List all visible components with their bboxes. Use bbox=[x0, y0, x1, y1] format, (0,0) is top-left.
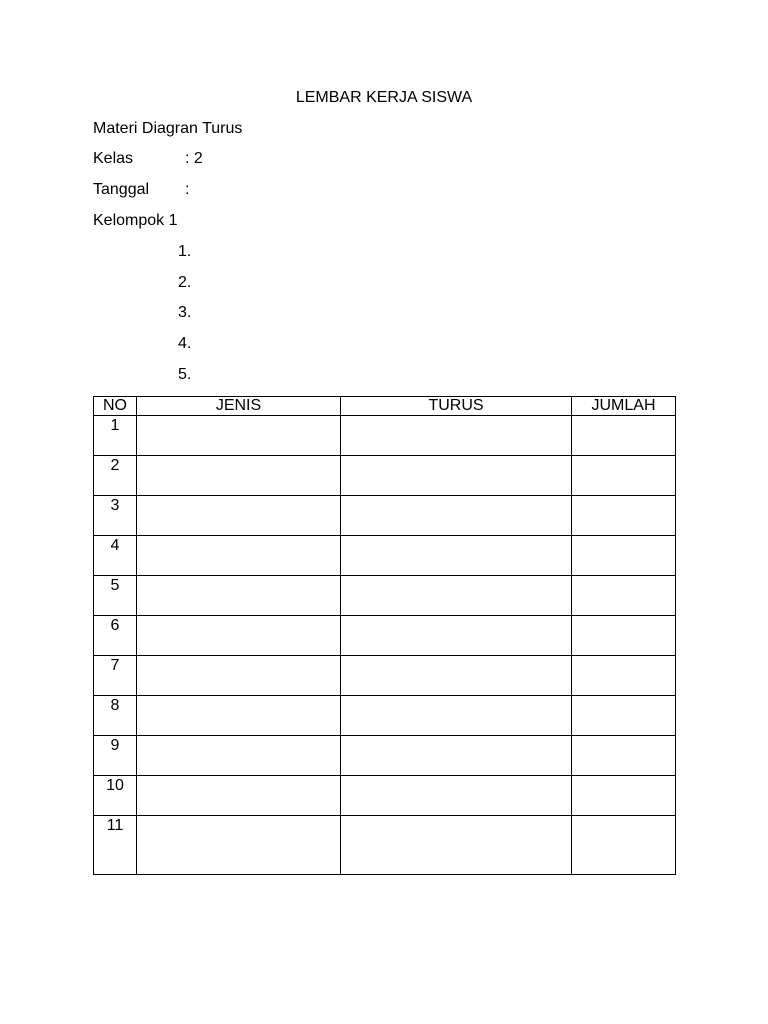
cell-turus[interactable] bbox=[341, 816, 572, 875]
cell-jenis[interactable] bbox=[137, 416, 341, 456]
cell-jenis[interactable] bbox=[137, 776, 341, 816]
table-row bbox=[94, 656, 676, 696]
cell-jumlah[interactable] bbox=[572, 736, 676, 776]
tally-table bbox=[93, 396, 676, 875]
cell-jenis[interactable] bbox=[137, 816, 341, 875]
cell-no: 4 bbox=[94, 536, 137, 576]
member-item: 2. bbox=[178, 274, 192, 291]
cell-jumlah[interactable] bbox=[572, 616, 676, 656]
date-value: : bbox=[185, 181, 190, 198]
table-row bbox=[94, 696, 676, 736]
table-row bbox=[94, 456, 676, 496]
cell-jumlah[interactable] bbox=[572, 696, 676, 736]
cell-turus[interactable] bbox=[341, 576, 572, 616]
date-field bbox=[93, 180, 149, 200]
cell-no: 2 bbox=[94, 456, 137, 496]
header-turus: TURUS bbox=[341, 397, 572, 416]
table-row bbox=[94, 776, 676, 816]
cell-turus[interactable] bbox=[341, 776, 572, 816]
cell-turus[interactable] bbox=[341, 736, 572, 776]
header-no: NO bbox=[94, 397, 137, 416]
table-row bbox=[94, 496, 676, 536]
cell-no: 1 bbox=[94, 416, 137, 456]
table-row bbox=[94, 616, 676, 656]
class-value: : 2 bbox=[185, 150, 203, 167]
cell-turus[interactable] bbox=[341, 536, 572, 576]
group-label: Kelompok 1 bbox=[93, 212, 178, 229]
cell-jumlah[interactable] bbox=[572, 656, 676, 696]
cell-jenis[interactable] bbox=[137, 696, 341, 736]
table-row bbox=[94, 736, 676, 776]
cell-no: 11 bbox=[94, 816, 137, 875]
cell-turus[interactable] bbox=[341, 616, 572, 656]
member-item: 4. bbox=[178, 335, 192, 352]
cell-jumlah[interactable] bbox=[572, 416, 676, 456]
cell-jenis[interactable] bbox=[137, 656, 341, 696]
table-header-row bbox=[94, 397, 676, 416]
cell-jumlah[interactable] bbox=[572, 536, 676, 576]
cell-no: 3 bbox=[94, 496, 137, 536]
cell-jumlah[interactable] bbox=[572, 456, 676, 496]
cell-turus[interactable] bbox=[341, 656, 572, 696]
table-row bbox=[94, 816, 676, 875]
header-jenis: JENIS bbox=[137, 397, 341, 416]
table-row bbox=[94, 536, 676, 576]
cell-jenis[interactable] bbox=[137, 496, 341, 536]
cell-jumlah[interactable] bbox=[572, 816, 676, 875]
cell-jenis[interactable] bbox=[137, 616, 341, 656]
cell-turus[interactable] bbox=[341, 456, 572, 496]
cell-turus[interactable] bbox=[341, 416, 572, 456]
header-jumlah: JUMLAH bbox=[572, 397, 676, 416]
cell-no: 6 bbox=[94, 616, 137, 656]
table-row bbox=[94, 416, 676, 456]
cell-turus[interactable] bbox=[341, 496, 572, 536]
page-title: LEMBAR KERJA SISWA bbox=[295, 89, 473, 106]
cell-jenis[interactable] bbox=[137, 456, 341, 496]
class-field bbox=[93, 149, 133, 169]
cell-jenis[interactable] bbox=[137, 536, 341, 576]
cell-jumlah[interactable] bbox=[572, 496, 676, 536]
cell-no: 10 bbox=[94, 776, 137, 816]
member-item: 1. bbox=[178, 243, 192, 260]
cell-jumlah[interactable] bbox=[572, 576, 676, 616]
cell-jumlah[interactable] bbox=[572, 776, 676, 816]
cell-no: 8 bbox=[94, 696, 137, 736]
date-label: Tanggal bbox=[93, 181, 150, 198]
cell-jenis[interactable] bbox=[137, 576, 341, 616]
class-label: Kelas bbox=[93, 150, 134, 167]
subject-line: Materi Diagran Turus bbox=[93, 120, 243, 137]
cell-jenis[interactable] bbox=[137, 736, 341, 776]
cell-no: 5 bbox=[94, 576, 137, 616]
member-item: 3. bbox=[178, 304, 192, 321]
cell-turus[interactable] bbox=[341, 696, 572, 736]
table-row bbox=[94, 576, 676, 616]
member-item: 5. bbox=[178, 366, 192, 383]
cell-no: 7 bbox=[94, 656, 137, 696]
cell-no: 9 bbox=[94, 736, 137, 776]
